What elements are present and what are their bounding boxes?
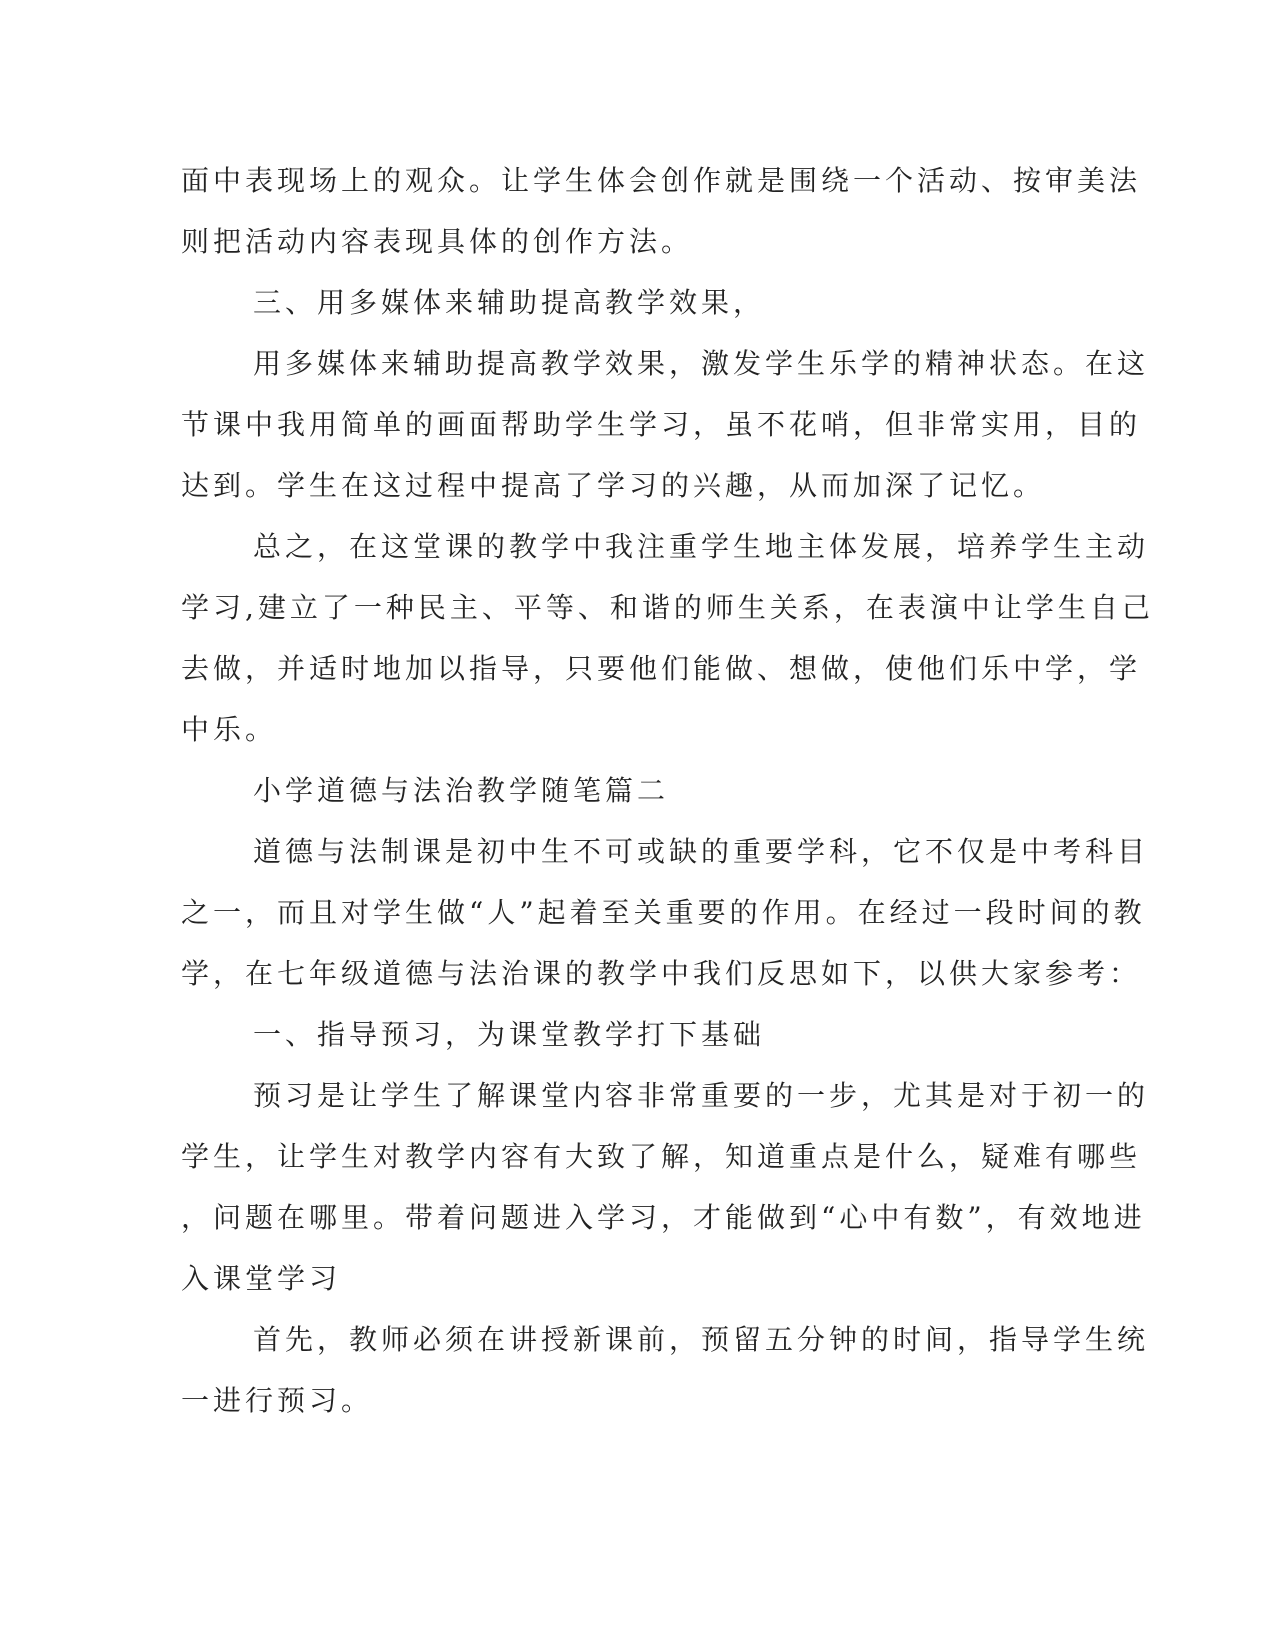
text-line: 道德与法制课是初中生不可或缺的重要学科，它不仅是中考科目: [253, 835, 1150, 868]
text-line: 一进行预习。: [181, 1384, 374, 1417]
text-line: 中乐。: [181, 713, 278, 746]
text-line: 入课堂学习: [181, 1262, 342, 1295]
text-line: 则把活动内容表现具体的创作方法。: [181, 225, 694, 258]
text-line: 学，在七年级道德与法治课的教学中我们反思如下，以供大家参考：: [181, 957, 1142, 990]
text-line: 节课中我用简单的画面帮助学生学习，虽不花哨，但非常实用，目的: [181, 408, 1142, 441]
text-line: 去做，并适时地加以指导，只要他们能做、想做，使他们乐中学，学: [181, 652, 1142, 685]
document-body: [181, 150, 1154, 1431]
text-line: 预习是让学生了解课堂内容非常重要的一步，尤其是对于初一的: [253, 1079, 1150, 1112]
text-line: 学生，让学生对教学内容有大致了解，知道重点是什么，疑难有哪些: [181, 1140, 1142, 1173]
text-line: 用多媒体来辅助提高教学效果，激发学生乐学的精神状态。在这: [253, 347, 1150, 380]
text-line: 首先，教师必须在讲授新课前，预留五分钟的时间，指导学生统: [253, 1323, 1150, 1356]
text-line: 面中表现场上的观众。让学生体会创作就是围绕一个活动、按审美法: [181, 164, 1142, 197]
text-line: 之一，而且对学生做“人”起着至关重要的作用。在经过一段时间的教: [181, 896, 1146, 929]
text-line: 总之，在这堂课的教学中我注重学生地主体发展，培养学生主动: [253, 530, 1150, 563]
text-line: 达到。学生在这过程中提高了学习的兴趣，从而加深了记忆。: [181, 469, 1046, 502]
section-heading: 一、指导预习，为课堂教学打下基础: [253, 1018, 766, 1051]
text-line: ，问题在哪里。带着问题进入学习，才能做到“心中有数”，有效地进: [181, 1201, 1146, 1234]
section-heading: 三、用多媒体来辅助提高教学效果，: [253, 286, 766, 319]
article-title: 小学道德与法治教学随笔篇二: [253, 774, 670, 807]
text-line: 学习,建立了一种民主、平等、和谐的师生关系，在表演中让学生自己: [181, 591, 1154, 624]
